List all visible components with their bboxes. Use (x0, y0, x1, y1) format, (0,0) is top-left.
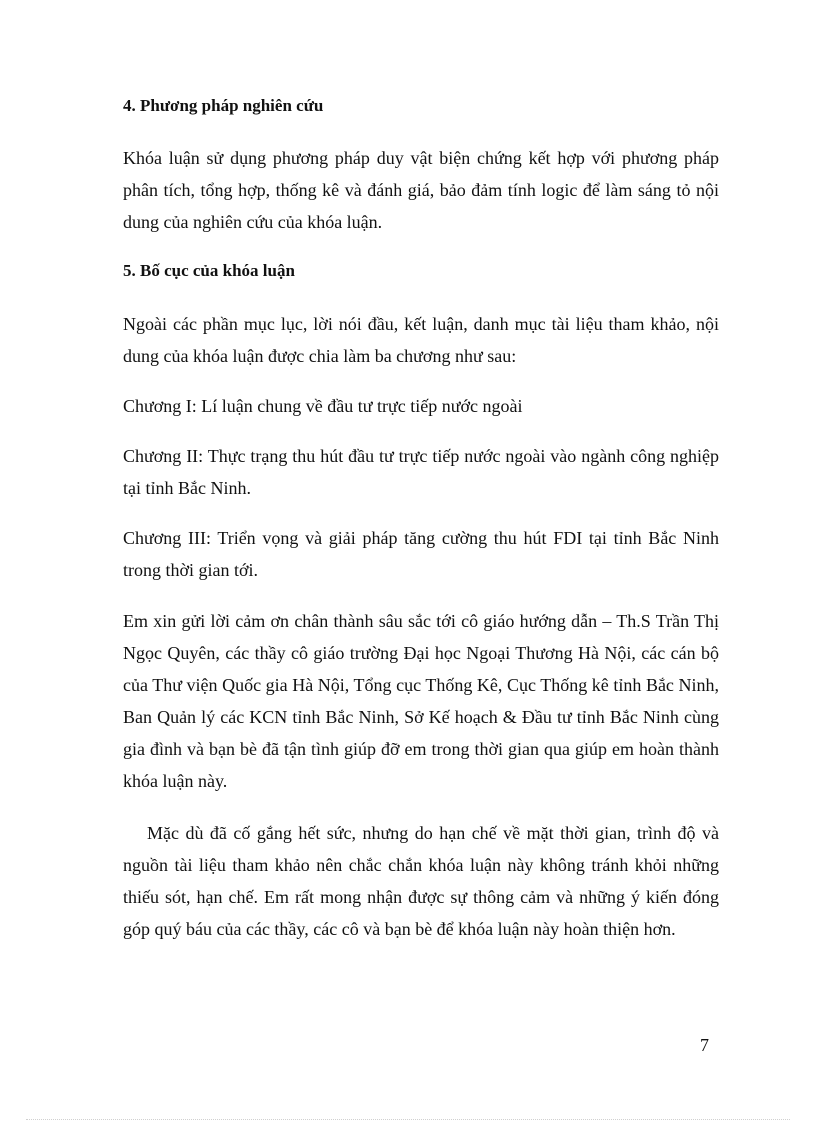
chapter-item-1: Chương I: Lí luận chung về đầu tư trực tiếp nước ngoài (123, 396, 523, 416)
paragraph-methods: Khóa luận sử dụng phương pháp duy vật biện chứng kết hợp với phương pháp phân tích, tổng hợp, thống kê và đánh giá, bảo đảm tính logic để làm sáng tỏ nội dung của nghiên cứu của khóa luận. (123, 148, 719, 232)
chapter-item-2: Chương II: Thực trạng thu hút đầu tư trực tiếp nước ngoài vào ngành công nghiệp tại tỉnh Bắc Ninh. (123, 446, 719, 498)
paragraph-closing: Mặc dù đã cố gắng hết sức, nhưng do hạn chế về mặt thời gian, trình độ và nguồn tài liệu tham khảo nên chắc chắn khóa luận này không tránh khỏi những thiếu sót, hạn chế. Em rất mong nhận được sự thông cảm và những ý kiến đóng góp quý báu của các thầy, các cô và bạn bè để khóa luận này hoàn thiện hơn. (123, 823, 719, 939)
paragraph-acknowledgement: Em xin gửi lời cảm ơn chân thành sâu sắc tới cô giáo hướng dẫn – Th.S Trần Thị Ngọc Quyên, các thầy cô giáo trường Đại học Ngoại Thương Hà Nội, các cán bộ của Thư viện Quốc gia Hà Nội, Tổng cục Thống Kê, Cục Thống kê tỉnh Bắc Ninh, Ban Quản lý các KCN tỉnh Bắc Ninh, Sở Kế hoạch & Đầu tư tỉnh Bắc Ninh cùng gia đình và bạn bè đã tận tình giúp đỡ em trong thời gian qua giúp em hoàn thành khóa luận này. (123, 611, 719, 791)
section-heading-methods: 4. Phương pháp nghiên cứu (123, 96, 324, 115)
page-number: 7 (700, 1035, 709, 1055)
paragraph-structure-intro: Ngoài các phần mục lục, lời nói đầu, kết luận, danh mục tài liệu tham khảo, nội dung của khóa luận được chia làm ba chương như sau: (123, 314, 719, 366)
page-bottom-divider (26, 1119, 790, 1120)
chapter-item-3: Chương III: Triển vọng và giải pháp tăng cường thu hút FDI tại tỉnh Bắc Ninh trong thời gian tới. (123, 528, 719, 580)
section-heading-structure: 5. Bố cục của khóa luận (123, 261, 295, 280)
